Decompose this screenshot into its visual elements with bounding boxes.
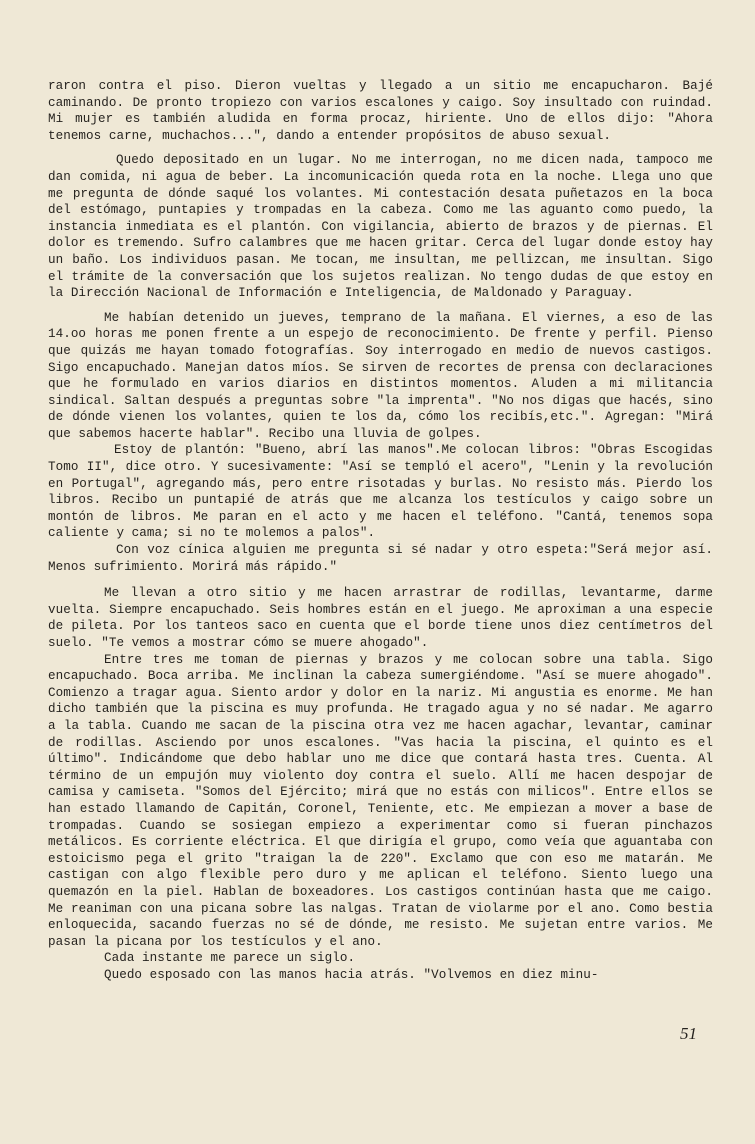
paragraph-1: raron contra el piso. Dieron vueltas y llegado a un sitio me encapucharon. Bajé caminando. De pronto tropiezo con varios escalones y caigo. Soy insultado con ruindad. Mi mujer es también aludida en forma procaz, hiriente. Uno de ellos dijo: "Ahora tenemos carne, muchachos...", dando a entender propósitos de abuso sexual. [48,79,713,143]
body-text [48,78,713,983]
page-number: 51 [680,1024,697,1043]
paragraph-8: Cada instante me parece un siglo. [104,951,356,966]
paragraph-3: Me habían detenido un jueves, temprano de la mañana. El viernes, a eso de las 14.oo horas me ponen frente a un espejo de reconocimiento. De frente y perfil. Pienso que quizás me hayan tomado fotografías. Soy interrogado en medio de nuevos castigos. Sigo encapuchado. Manejan datos míos. Se sirven de recortes de prensa con declaraciones que he formulado en varios diarios en distintos momentos. Aluden a mi militancia sindical. Saltan después a preguntas sobre "la imprenta". "No nos digas que hacés, sino de dónde vienen los volantes, quien te los da, cómo los recibís,etc.". Agregan: "Mirá que sabemos hacerte hablar". Recibo una lluvia de golpes. [48,310,713,441]
paragraph-2: Quedo depositado en un lugar. No me interrogan, no me dicen nada, tampoco me dan comida, ni agua de beber. La incomunicación queda rota en la noche. Llega uno que me pregunta de dónde saqué los volantes. Mi contestación desata puñetazos en la boca del estómago, puntapies y trompadas en la cabeza. Como me las aguanto como puedo, la instancia inmediata es el plantón. Con vigilancia, abierto de brazos y de piernas. El dolor es tremendo. Sufro calambres que me hacen gritar. Cerca del lugar donde estoy hay un baño. Los individuos pasan. Me tocan, me insultan, me pellizcan, me insultan. Sigo el trámite de la conversación que los sujetos realizan. No tengo dudas de que estoy en la Dirección Nacional de Información e Inteligencia, de Maldonado y Paraguay. [48,153,713,301]
paragraph-7: Entre tres me toman de piernas y brazos y me colocan sobre una tabla. Sigo encapuchado. Boca arriba. Me inclinan la cabeza sumergiéndome. "Así se muere ahogado". Comienzo a tragar agua. Siento ardor y dolor en la nariz. Mi angustia es enorme. Me han dicho también que la piscina es muy profunda. He tragado agua y no sé nadar. Me agarro a la tabla. Cuando me sacan de la piscina otra vez me hacen agachar, levantar, caminar de rodillas. Asciendo por unos escalones. "Vas hacia la piscina, el quinto es el último". Indicándome que debo hablar uno me dice que contará hasta tres. Cuenta. Al término de un empujón muy violento doy contra el suelo. Allí me hacen despojar de camisa y camiseta. "Somos del Ejército; mirá que no estás con milicos". Entre ellos se han estado llamando de Capitán, Coronel, Teniente, etc. Me empiezan a mover a base de trompadas. Cuando se sosiegan empiezo a experimentar como si fueran pinchazos metálicos. Es corriente eléctrica. El que dirigía el grupo, como veía que aguantaba con estoicismo pega el grito "traigan la de 220". Exclamo que con eso me matarán. Me castigan con algo flexible pero duro y me aplican el teléfono. Siento luego una quemazón en la piel. Hablan de boxeadores. Los castigos continúan hasta que me caigo. Me reaniman con una picana sobre las nalgas. Tratan de violarme por el ano. Como bestia enloquecida, sacando fuerzas no sé de dónde, me resisto. Me sujetan entre varios. Me pasan la picana por los testículos y el ano. [48,652,713,949]
paragraph-5: Con voz cínica alguien me pregunta si sé nadar y otro espeta:"Será mejor así. Menos sufrimiento. Morirá más rápido." [48,543,713,574]
paragraph-9: Quedo esposado con las manos hacia atrás. "Volvemos en diez minu- [104,967,599,982]
paragraph-6: Me llevan a otro sitio y me hacen arrastrar de rodillas, levantarme, darme vuelta. Siempre encapuchado. Seis hombres están en el juego. Me aproximan a una especie de pileta. Por los tanteos saco en cuenta que el borde tiene unos diez centímetros del suelo. "Te vemos a mostrar cómo se muere ahogado". [48,586,713,650]
paragraph-4: Estoy de plantón: "Bueno, abrí las manos".Me colocan libros: "Obras Escogidas Tomo II", dice otro. Y sucesivamente: "Así se templó el acero", "Lenin y la revolución en Portugal", agregando más, pero entre risotadas y burlas. No resisto más. Pierdo los libros. Recibo un puntapié de atrás que me alcanza los testículos y caigo sobre un montón de libros. Me paran en el acto y me hacen el teléfono. "Cantá, tenemos sopa caliente y cama; si no te molemos a palos". [48,443,713,541]
